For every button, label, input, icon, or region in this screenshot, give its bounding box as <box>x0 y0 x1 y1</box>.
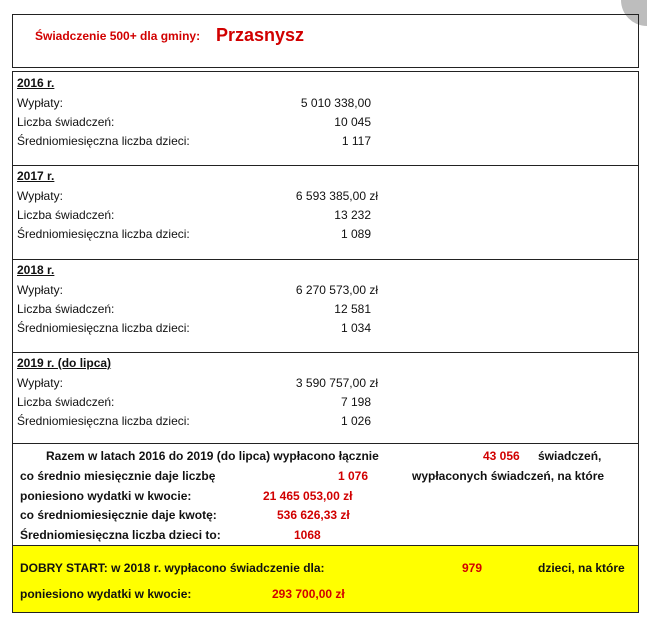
year-title: 2018 r. <box>17 263 55 277</box>
dobry-start-expenses: 293 700,00 zł <box>272 587 345 601</box>
summary-total-expenses: 21 465 053,00 zł <box>263 489 353 503</box>
divider <box>12 443 639 444</box>
row-label: Liczba świadczeń: <box>17 115 115 129</box>
row-value: 6 593 385,00 zł <box>295 189 378 203</box>
row-value: 1 089 <box>340 227 371 241</box>
row-label: Wypłaty: <box>17 376 63 390</box>
dobry-start-children: 979 <box>462 561 483 575</box>
row-label: Średniomiesięczna liczba dzieci: <box>17 414 190 428</box>
row-label: Liczba świadczeń: <box>17 208 115 222</box>
header-label: Świadczenie 500+ dla gminy: <box>35 29 201 43</box>
row-label: Wypłaty: <box>17 96 63 110</box>
dobry-start-line: DOBRY START: w 2018 r. wypłacono świadczenie dla: <box>20 561 325 575</box>
dobry-start-suffix: dzieci, na które <box>538 561 625 575</box>
row-label: Liczba świadczeń: <box>17 395 115 409</box>
summary-line: co średniomiesięcznie daje kwotę: <box>20 508 217 522</box>
summary-monthly-benefits: 1 076 <box>338 469 369 483</box>
summary-line: co średnio miesięcznie daje liczbę <box>20 469 216 483</box>
row-value: 13 232 <box>334 208 371 222</box>
dobry-start-box <box>12 545 639 613</box>
summary-line: Razem w latach 2016 do 2019 (do lipca) wypłacono łącznie <box>46 449 379 463</box>
summary-monthly-expenses: 536 626,33 zł <box>277 508 350 522</box>
row-label: Wypłaty: <box>17 283 63 297</box>
dobry-start-line: poniesiono wydatki w kwocie: <box>20 587 192 601</box>
summary-total-benefits: 43 056 <box>483 449 520 463</box>
row-value: 1 117 <box>341 134 371 148</box>
row-label: Średniomiesięczna liczba dzieci: <box>17 134 190 148</box>
summary-line: Średniomiesięczna liczba dzieci to: <box>20 528 221 542</box>
row-value: 5 010 338,00 <box>300 96 371 110</box>
row-value: 1 034 <box>340 321 371 335</box>
summary-line: poniesiono wydatki w kwocie: <box>20 489 192 503</box>
row-value: 10 045 <box>334 115 371 129</box>
divider <box>12 165 639 166</box>
summary-suffix: wypłaconych świadczeń, na które <box>412 469 605 483</box>
row-label: Liczba świadczeń: <box>17 302 115 316</box>
row-value: 7 198 <box>340 395 371 409</box>
row-label: Średniomiesięczna liczba dzieci: <box>17 321 190 335</box>
row-value: 3 590 757,00 zł <box>295 376 378 390</box>
divider <box>12 259 639 260</box>
year-title: 2019 r. (do lipca) <box>17 356 112 370</box>
row-value: 12 581 <box>334 302 371 316</box>
summary-monthly-children: 1068 <box>294 528 321 542</box>
row-label: Średniomiesięczna liczba dzieci: <box>17 227 190 241</box>
summary-suffix: świadczeń, <box>538 449 602 463</box>
row-label: Wypłaty: <box>17 189 63 203</box>
divider <box>12 352 639 353</box>
year-title: 2016 r. <box>17 76 55 90</box>
row-value: 1 026 <box>340 414 371 428</box>
year-title: 2017 r. <box>17 169 55 183</box>
header-city: Przasnysz <box>216 25 305 45</box>
row-value: 6 270 573,00 zł <box>295 283 378 297</box>
